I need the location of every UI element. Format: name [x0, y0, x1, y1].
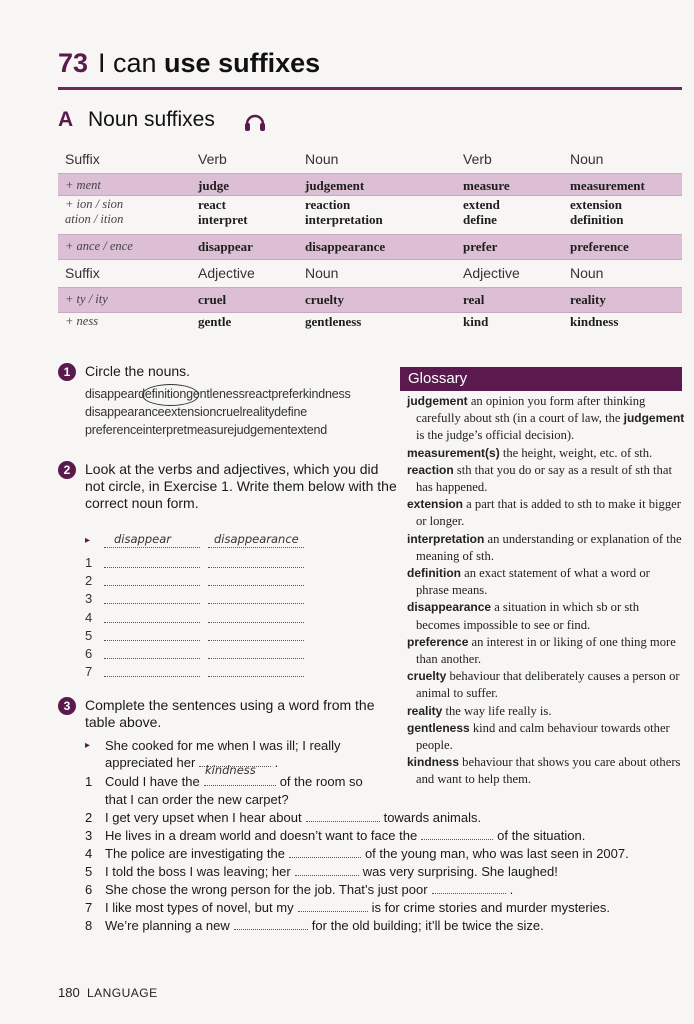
exercise-2-instruction: Look at the verbs and adjectives, which you did not circle, in Exercise 1. Write them below with the correct noun form.: [85, 461, 397, 511]
line-number: 5: [85, 627, 93, 643]
glossary-entry: [407, 393, 685, 445]
glossary-definition: the way life really is.: [442, 703, 552, 718]
footer-label: LANGUAGE: [86, 986, 158, 1000]
glossary-header: Glossary: [400, 367, 682, 391]
sentence-number: 7: [85, 900, 93, 915]
word-cell: real: [463, 292, 485, 307]
sentence-pre: She chose the wrong person for the job. That’s just poor: [105, 882, 428, 897]
sentence-number: 1: [85, 774, 93, 789]
glossary-definition: a part that is added to sth to make it bigger or longer.: [416, 497, 681, 529]
word-cell: extension definition: [570, 197, 624, 227]
example-verb: disappear: [114, 532, 171, 546]
word-cell: judgement: [305, 178, 365, 193]
word-cell: measurement: [570, 178, 645, 193]
glossary-entry: [407, 754, 685, 788]
sentence-continuation: that I can order the new carpet?: [105, 792, 289, 807]
glossary-definition: an interest in or liking of one thing more than another.: [416, 634, 676, 667]
suffix-cell: + ment: [65, 178, 101, 192]
line-number: 2: [85, 573, 93, 589]
answer-blank-right[interactable]: [208, 567, 304, 568]
table-header-cell: Noun: [305, 265, 339, 281]
answer-blank-right[interactable]: [208, 622, 304, 623]
sentence-post: of the room so: [279, 774, 363, 789]
sentence-post: for the old building; it’ll be twice the size.: [311, 918, 544, 933]
suffix-cell: + ness: [65, 314, 99, 328]
sentence-text: [105, 881, 513, 898]
exercise-1-instruction: Circle the nouns.: [85, 363, 191, 379]
word-cell: disappearance: [305, 239, 386, 254]
table-row: [58, 234, 682, 260]
sentence-pre: We’re planning a new: [105, 918, 230, 933]
line-number: 4: [85, 609, 93, 625]
example-answer-blank: [199, 763, 271, 777]
answer-blank-right[interactable]: [208, 676, 304, 677]
answer-blank[interactable]: [289, 847, 361, 858]
word-cell: cruel: [198, 292, 227, 307]
glossary-entry: [407, 462, 685, 496]
answer-blank-left[interactable]: [104, 640, 200, 641]
sentence-text: [105, 917, 544, 934]
sentence-text: [105, 773, 363, 790]
exercise-3-instruction: Complete the sentences using a word from the table above.: [85, 697, 375, 730]
glossary-term: reaction: [407, 462, 454, 477]
sentence-pre: I told the boss I was leaving; her: [105, 864, 291, 879]
title-rule: [58, 87, 682, 90]
page-number: 180: [58, 985, 80, 1000]
table-row: [58, 196, 682, 232]
unit-title-plain: I can: [98, 48, 165, 78]
example-line-2-pre: appreciated her: [105, 755, 196, 770]
table-header-row: [58, 151, 682, 171]
glossary-term: interpretation: [407, 531, 485, 546]
sentence-number: 6: [85, 882, 93, 897]
table-header-cell: Verb: [463, 151, 492, 167]
glossary-entry: [407, 703, 685, 720]
example-answer: kindness: [204, 763, 256, 777]
word-snake-circled[interactable]: definition: [138, 387, 187, 401]
sentence-post: is for crime stories and murder mysteries.: [371, 900, 610, 915]
answer-blank[interactable]: [295, 865, 359, 876]
glossary-entry: [407, 720, 685, 754]
glossary-term: cruelty: [407, 669, 447, 684]
word-cell: reality: [570, 292, 606, 307]
answer-blank-right[interactable]: [208, 603, 304, 604]
glossary-entry: [407, 599, 685, 633]
sentence-post: .: [509, 882, 514, 897]
example-line-1: She cooked for me when I was ill; I really: [105, 738, 341, 753]
section-title: Noun suffixes: [88, 108, 215, 131]
sentence-pre: I like most types of novel, but my: [105, 900, 294, 915]
table-row: [58, 287, 682, 313]
sentence-text: [105, 809, 481, 826]
answer-blank-left[interactable]: [104, 547, 200, 548]
glossary-entry: [407, 565, 685, 599]
answer-blank[interactable]: [298, 901, 368, 912]
word-cell: reaction interpretation: [305, 197, 383, 227]
section-letter: A: [58, 108, 74, 131]
glossary-definition: an understanding or explanation of the meaning of sth.: [416, 531, 682, 563]
word-cell: judge: [198, 178, 230, 193]
sentence-text: [105, 827, 585, 844]
glossary-definition: a situation in which sb or sth becomes impossible to see or find.: [416, 600, 640, 632]
glossary-definition: is the judge’s official decision).: [416, 428, 575, 443]
glossary-definition: behaviour that shows you care about others and want to help them.: [416, 755, 681, 787]
glossary-term: preference: [407, 634, 469, 649]
word-snake-line-3: preferenceinterpretmeasurejudgementextend: [85, 423, 327, 437]
sentence-pre: I get very upset when I hear about: [105, 810, 302, 825]
glossary-term: judgement: [407, 394, 468, 408]
unit-number: 73: [58, 48, 89, 78]
glossary-entry: [407, 445, 685, 462]
sentence-text: [105, 845, 629, 862]
sentence-number: 2: [85, 810, 93, 825]
answer-blank-left[interactable]: [104, 658, 200, 659]
answer-blank-right[interactable]: [208, 585, 304, 586]
sentence-text: [105, 899, 610, 916]
table-header-cell: Adjective: [198, 265, 255, 281]
sentence-number: 4: [85, 846, 93, 861]
hand-drawn-circle: [142, 384, 199, 406]
answer-blank-right[interactable]: [208, 640, 304, 641]
example-noun: disappearance: [214, 532, 299, 546]
suffix-cell: + ion / sion ation / ition: [65, 197, 124, 226]
glossary-term: kindness: [407, 755, 460, 770]
line-number: 6: [85, 646, 93, 661]
example-line-2-post: .: [274, 755, 279, 770]
sentence-post: of the situation.: [497, 828, 586, 843]
sentence-number: 3: [85, 828, 93, 843]
table-row: [58, 313, 682, 333]
glossary-term: reality: [407, 703, 443, 718]
answer-blank-right[interactable]: [208, 658, 304, 659]
glossary-list: [407, 393, 685, 789]
example-marker: ▸: [85, 740, 91, 751]
word-snake-pre: disappear: [85, 387, 139, 401]
table-row: [58, 173, 682, 196]
word-cell: gentle: [198, 314, 232, 329]
sentence-text: [105, 863, 558, 880]
glossary-term: judgement: [623, 411, 685, 426]
answer-blank[interactable]: [421, 829, 493, 840]
sentence-number: 8: [85, 918, 93, 933]
sentence-pre: The police are investigating the: [105, 846, 285, 861]
table-header-cell: Noun: [570, 151, 604, 167]
word-cell: react interpret: [198, 197, 248, 227]
glossary-term: measurement(s): [407, 445, 500, 460]
glossary-definition: an exact statement of what a word or phrase means.: [416, 566, 650, 598]
glossary-entry: [407, 634, 685, 668]
table-header-cell: Adjective: [463, 265, 520, 281]
headphones-icon[interactable]: [243, 111, 267, 133]
glossary-entry: [407, 668, 685, 702]
table-header-row: [58, 265, 682, 285]
glossary-definition: the height, weight, etc. of sth.: [499, 445, 653, 460]
glossary-definition: behaviour that deliberately causes a person or animal to suffer.: [416, 669, 680, 701]
suffix-cell: + ty / ity: [65, 292, 108, 306]
table-header-cell: Noun: [305, 151, 339, 167]
glossary-entry: [407, 496, 685, 530]
sentence-post: of the young man, who was last seen in 2007.: [364, 846, 629, 861]
table-header-cell: Verb: [198, 151, 227, 167]
glossary-definition: sth that you do or say as a result of sth that has happened.: [416, 462, 672, 495]
sentence-number: 5: [85, 864, 93, 879]
answer-blank-right[interactable]: [208, 547, 304, 548]
glossary-term: extension: [407, 497, 464, 512]
word-snake-line-2: disappearanceextensioncruelrealitydefine: [85, 405, 308, 419]
word-snake-post: gentlenessreactpreferkindness: [186, 387, 351, 401]
answer-blank[interactable]: [306, 811, 380, 822]
glossary-definition: kind and calm behaviour towards other people.: [416, 720, 670, 753]
word-cell: prefer: [463, 239, 498, 254]
suffix-cell: + ance / ence: [65, 239, 133, 253]
word-cell: disappear: [198, 239, 253, 254]
answer-blank-left[interactable]: [104, 622, 200, 623]
word-cell: extend define: [463, 197, 500, 227]
word-cell: measure: [463, 178, 510, 193]
answer-blank[interactable]: [204, 775, 276, 786]
word-cell: gentleness: [305, 314, 362, 329]
table-header-cell: Suffix: [65, 151, 100, 167]
glossary-term: definition: [407, 566, 461, 581]
exercise-1-number: 1: [58, 363, 76, 381]
answer-blank-left[interactable]: [104, 603, 200, 604]
unit-title: [98, 48, 320, 79]
answer-blank-left[interactable]: [104, 676, 200, 677]
word-cell: preference: [570, 239, 629, 254]
sentence-post: was very surprising. She laughed!: [362, 864, 558, 879]
unit-title-bold: use suffixes: [164, 48, 321, 78]
line-number: 3: [85, 591, 93, 607]
glossary-term: gentleness: [407, 720, 470, 735]
sentence-pre: He lives in a dream world and doesn’t want to face the: [105, 828, 418, 843]
example-marker: ▸: [85, 535, 91, 546]
answer-blank-left[interactable]: [104, 567, 200, 568]
answer-blank-left[interactable]: [104, 585, 200, 586]
glossary-entry: [407, 531, 685, 565]
page-footer: [58, 985, 158, 1000]
line-number: 1: [85, 555, 93, 570]
sentence-pre: Could I have the: [105, 774, 200, 789]
word-cell: kindness: [570, 314, 619, 329]
answer-blank[interactable]: [432, 883, 506, 894]
sentence-post: towards animals.: [383, 810, 482, 825]
word-snake-line-1: [85, 386, 351, 403]
line-number: 7: [85, 664, 93, 680]
answer-blank[interactable]: [234, 919, 308, 930]
glossary-term: disappearance: [407, 600, 492, 615]
glossary-definition: an opinion you form after thinking carefully about sth (in a court of law, the: [416, 394, 646, 426]
exercise-2-number: 2: [58, 461, 76, 479]
word-cell: kind: [463, 314, 489, 329]
table-header-cell: Noun: [570, 265, 604, 281]
table-header-cell: Suffix: [65, 265, 100, 281]
word-cell: cruelty: [305, 292, 344, 307]
exercise-3-number: 3: [58, 697, 76, 715]
